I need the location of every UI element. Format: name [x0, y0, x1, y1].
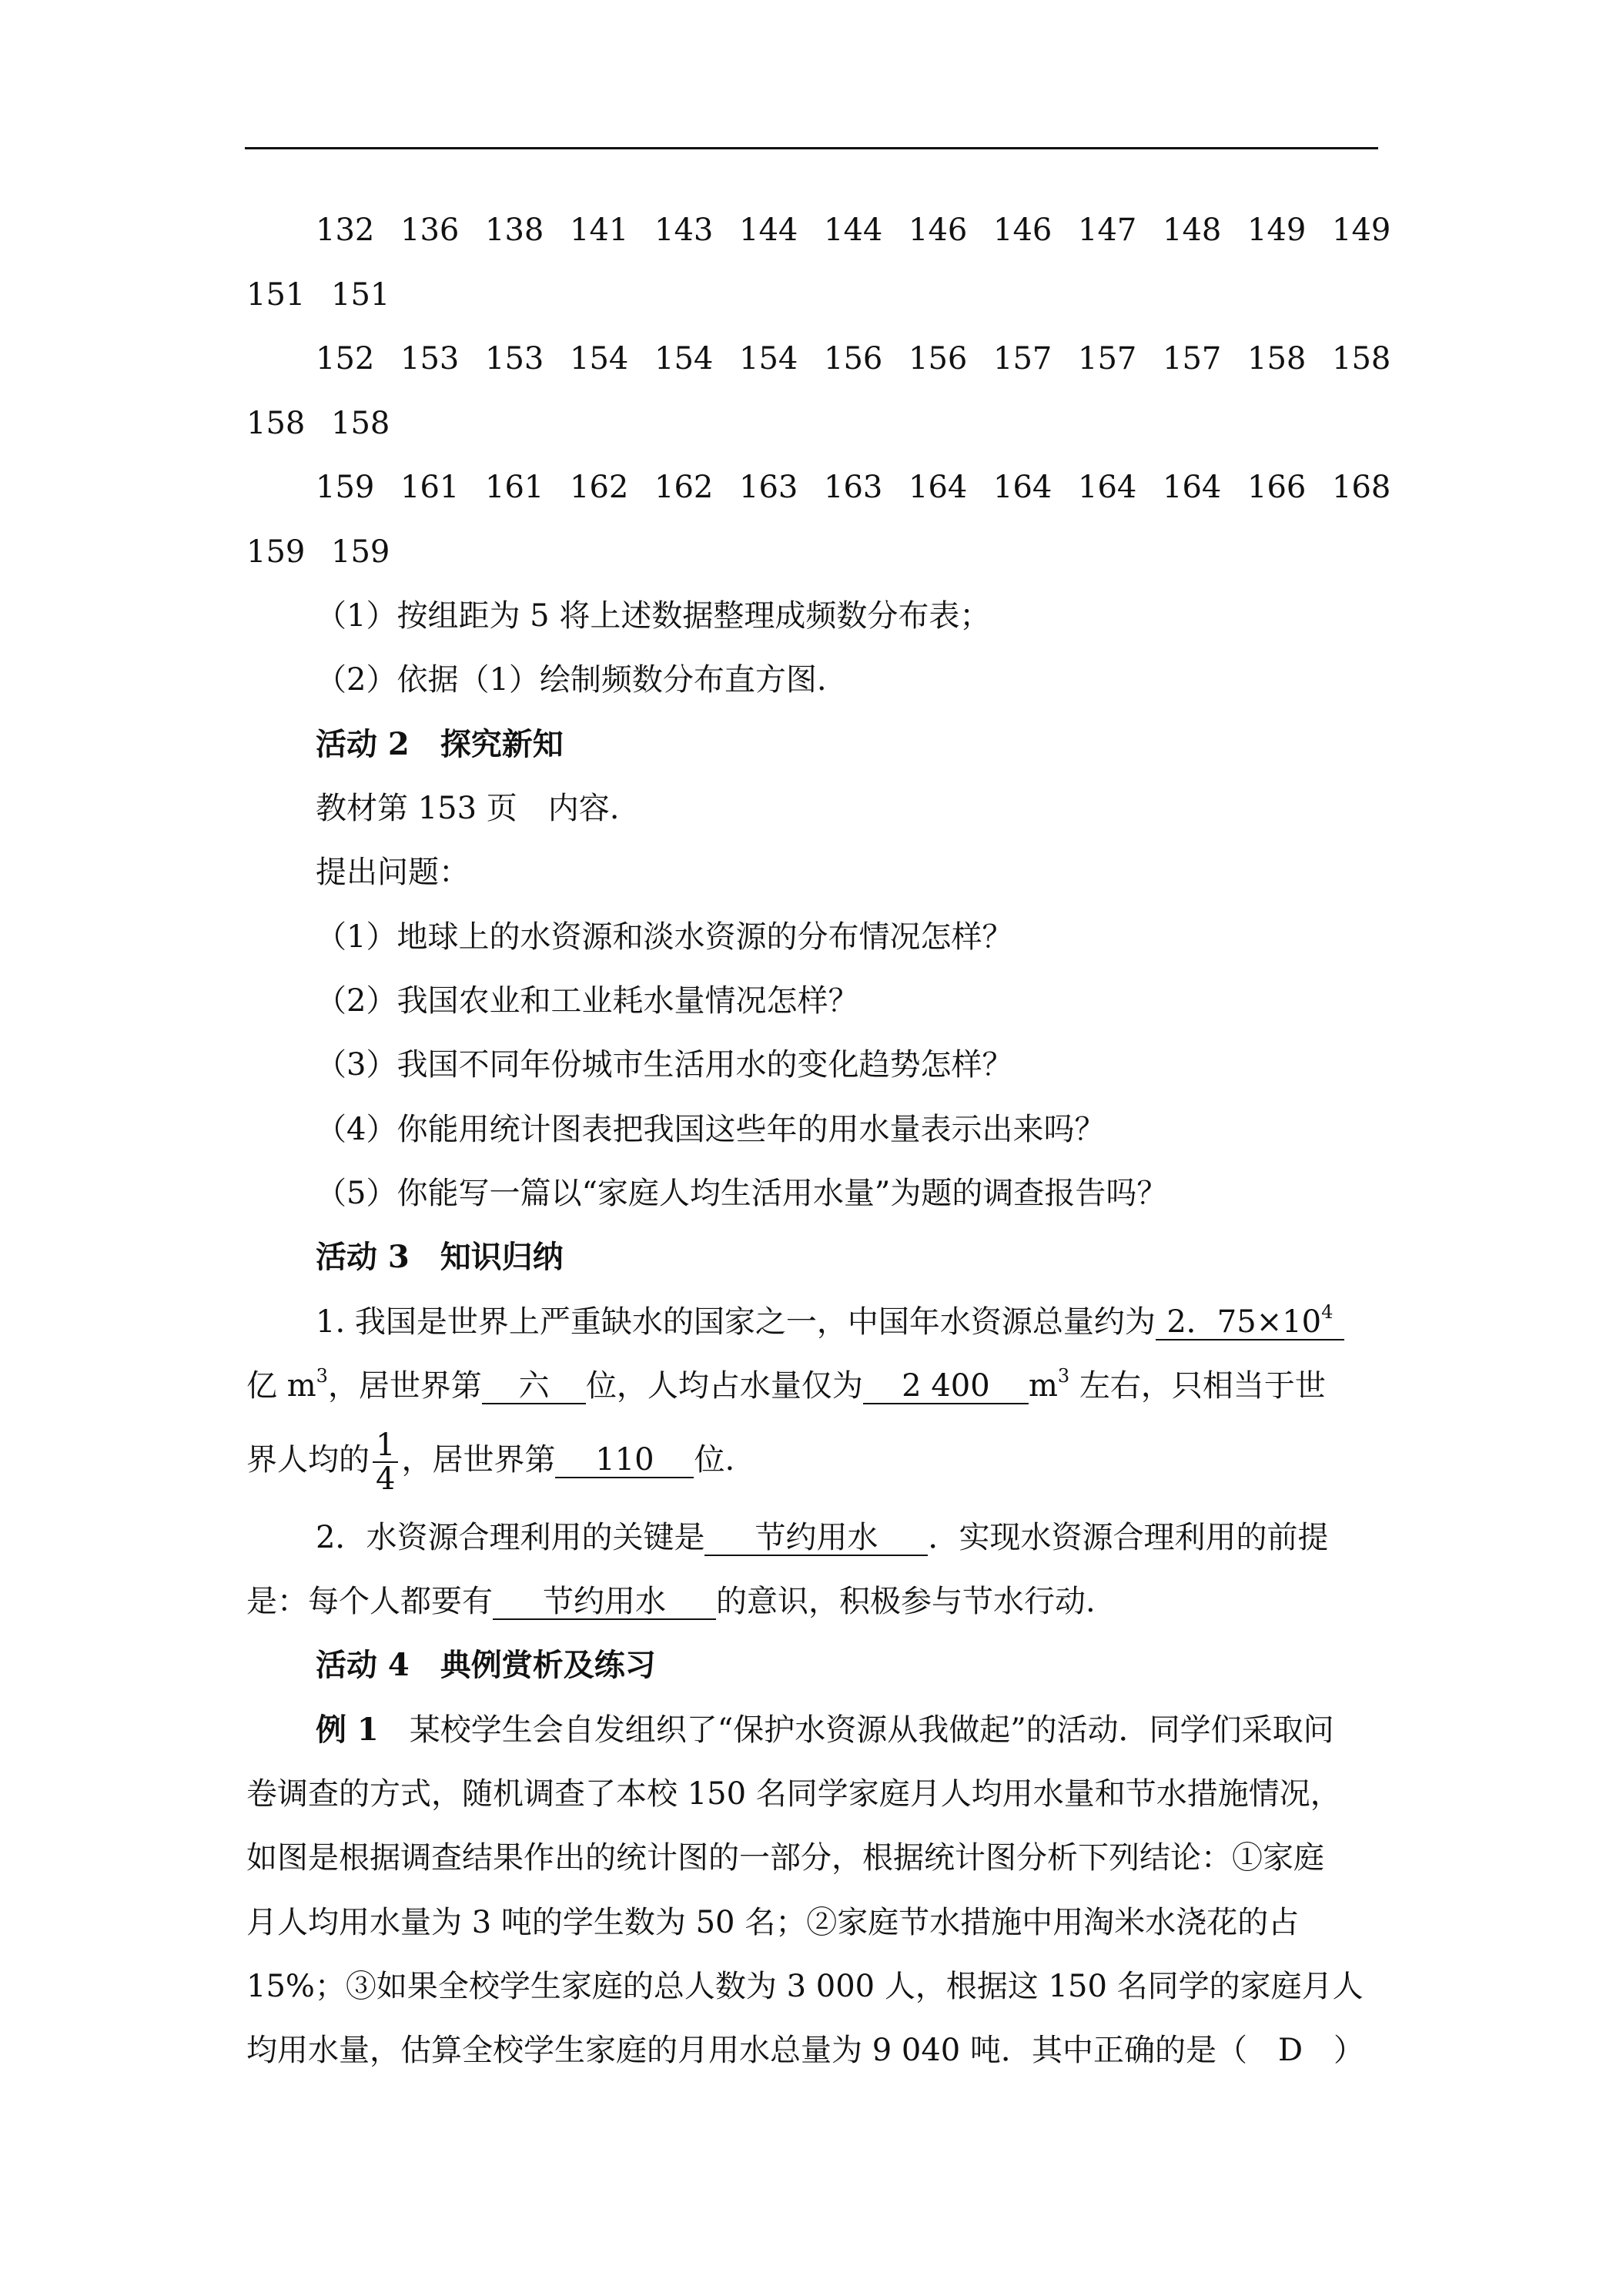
data-row-3 — [316, 468, 1417, 507]
data-value: 154 — [739, 341, 798, 377]
data-value: 156 — [824, 341, 883, 377]
data-value: 147 — [1078, 213, 1137, 248]
data-value: 143 — [654, 213, 714, 248]
data-row-1 — [316, 211, 1417, 249]
blank-per-capita: 2 400 — [863, 1369, 1029, 1404]
knowledge-2-line-2: 是：每个人都要有 节约用水 的意识，积极参与节水行动. — [246, 1584, 1096, 1619]
data-value: 156 — [909, 341, 968, 377]
example-line-3: 如图是根据调查结果作出的统计图的一部分，根据统计图分析下列结论：①家庭 — [246, 1840, 1324, 1876]
header-rule — [245, 147, 1378, 149]
question-4: （4）你能用统计图表把我国这些年的用水量表示出来吗？ — [316, 1112, 1106, 1147]
data-value: 164 — [993, 470, 1052, 505]
data-value: 152 — [316, 341, 375, 377]
data-value: 161 — [485, 470, 544, 505]
data-value: 158 — [246, 406, 306, 441]
blank-per-capita-rank: 110 — [555, 1443, 694, 1478]
data-value: 157 — [993, 341, 1052, 377]
activity2-title: 活动 2 探究新知 — [316, 726, 564, 762]
data-value: 162 — [570, 470, 629, 505]
data-value: 158 — [331, 406, 390, 441]
data-value: 141 — [570, 213, 629, 248]
blank-awareness: 节约用水 — [493, 1585, 716, 1620]
fraction-one-quarter: $\frac{1}{4}$ — [373, 1429, 398, 1495]
data-value: 158 — [1247, 341, 1307, 377]
data-value: 136 — [400, 213, 460, 248]
data-value: 148 — [1163, 213, 1222, 248]
data-value: 146 — [993, 213, 1052, 248]
task-1: （1）按组距为 5 将上述数据整理成频数分布表； — [316, 598, 991, 634]
question-3: （3）我国不同年份城市生活用水的变化趋势怎样？ — [316, 1047, 1013, 1083]
data-value: 146 — [909, 213, 968, 248]
data-value: 159 — [316, 470, 375, 505]
data-value: 154 — [570, 341, 629, 377]
data-value: 153 — [400, 341, 460, 377]
data-value: 158 — [1332, 341, 1391, 377]
data-value: 149 — [1247, 213, 1307, 248]
data-value: 157 — [1078, 341, 1137, 377]
data-value: 149 — [1332, 213, 1391, 248]
data-value: 151 — [331, 277, 390, 313]
knowledge-1-line-2: 亿 $m^3$，居世界第 六 位，人均占水量仅为 2 400 $m^3$ 左右，只相当于世 — [246, 1365, 1326, 1404]
data-row-2-wrap — [246, 404, 416, 443]
blank-water-total: 2．$75\times 10^4$ — [1156, 1305, 1344, 1340]
data-value: 166 — [1247, 470, 1307, 505]
data-value: 151 — [246, 277, 306, 313]
task-2: （2）依据（1）绘制频数分布直方图. — [316, 662, 827, 698]
blank-key: 节约用水 — [704, 1521, 928, 1556]
data-row-3-wrap — [246, 533, 416, 571]
question-1: （1）地球上的水资源和淡水资源的分布情况怎样？ — [316, 919, 1013, 955]
data-value: 163 — [824, 470, 883, 505]
example-line-4: 月人均用水量为 3 吨的学生数为 50 名；②家庭节水措施中用淘米水浇花的占 — [246, 1905, 1300, 1940]
data-value: 164 — [909, 470, 968, 505]
data-value: 162 — [654, 470, 714, 505]
data-value: 161 — [400, 470, 460, 505]
data-row-1-wrap — [246, 276, 416, 314]
data-value: 132 — [316, 213, 375, 248]
data-value: 154 — [654, 341, 714, 377]
data-value: 153 — [485, 341, 544, 377]
example-label: 例 1 — [316, 1712, 379, 1748]
data-row-2 — [316, 340, 1417, 378]
data-value: 163 — [739, 470, 798, 505]
example-line-6: 均用水量，估算全校学生家庭的月用水总量为 9 040 吨．其中正确的是（ D ） — [246, 2033, 1365, 2068]
data-value: 159 — [331, 534, 390, 570]
data-value: 164 — [1078, 470, 1137, 505]
blank-world-rank: 六 — [482, 1369, 586, 1404]
knowledge-2-line-1: 2．水资源合理利用的关键是 节约用水 ．实现水资源合理利用的前提 — [316, 1520, 1329, 1555]
data-value: 164 — [1163, 470, 1222, 505]
data-value: 138 — [485, 213, 544, 248]
data-value: 144 — [824, 213, 883, 248]
example-line-5: 15%；③如果全校学生家庭的总人数为 3 000 人，根据这 150 名同学的家庭月人 — [246, 1969, 1364, 2004]
question-5: （5）你能写一篇以“家庭人均生活用水量”为题的调查报告吗？ — [316, 1176, 1168, 1211]
activity2-prompt: 提出问题： — [316, 855, 470, 890]
knowledge-1-line-3: 界人均的 $\frac{1}{4}$ ，居世界第 110 位. — [246, 1427, 735, 1497]
knowledge-1-text-a: 1. 我国是世界上严重缺水的国家之一，中国年水资源总量约为 — [316, 1304, 1156, 1340]
data-value: 157 — [1163, 341, 1222, 377]
activity4-title: 活动 4 典例赏析及练习 — [316, 1647, 656, 1683]
data-value: 144 — [739, 213, 798, 248]
data-value: 159 — [246, 534, 306, 570]
example-line-2: 卷调查的方式，随机调查了本校 150 名同学家庭月人均用水量和节水措施情况， — [246, 1776, 1341, 1812]
knowledge-1-line-1 — [316, 1303, 1344, 1341]
activity3-title: 活动 3 知识归纳 — [316, 1239, 564, 1275]
data-value: 168 — [1332, 470, 1391, 505]
question-2: （2）我国农业和工业耗水量情况怎样？ — [316, 983, 859, 1019]
activity2-textbook: 教材第 153 页 内容. — [316, 791, 620, 826]
example-line-1: 例 1 某校学生会自发组织了“保护水资源从我做起”的活动．同学们采取问 — [316, 1712, 1334, 1748]
